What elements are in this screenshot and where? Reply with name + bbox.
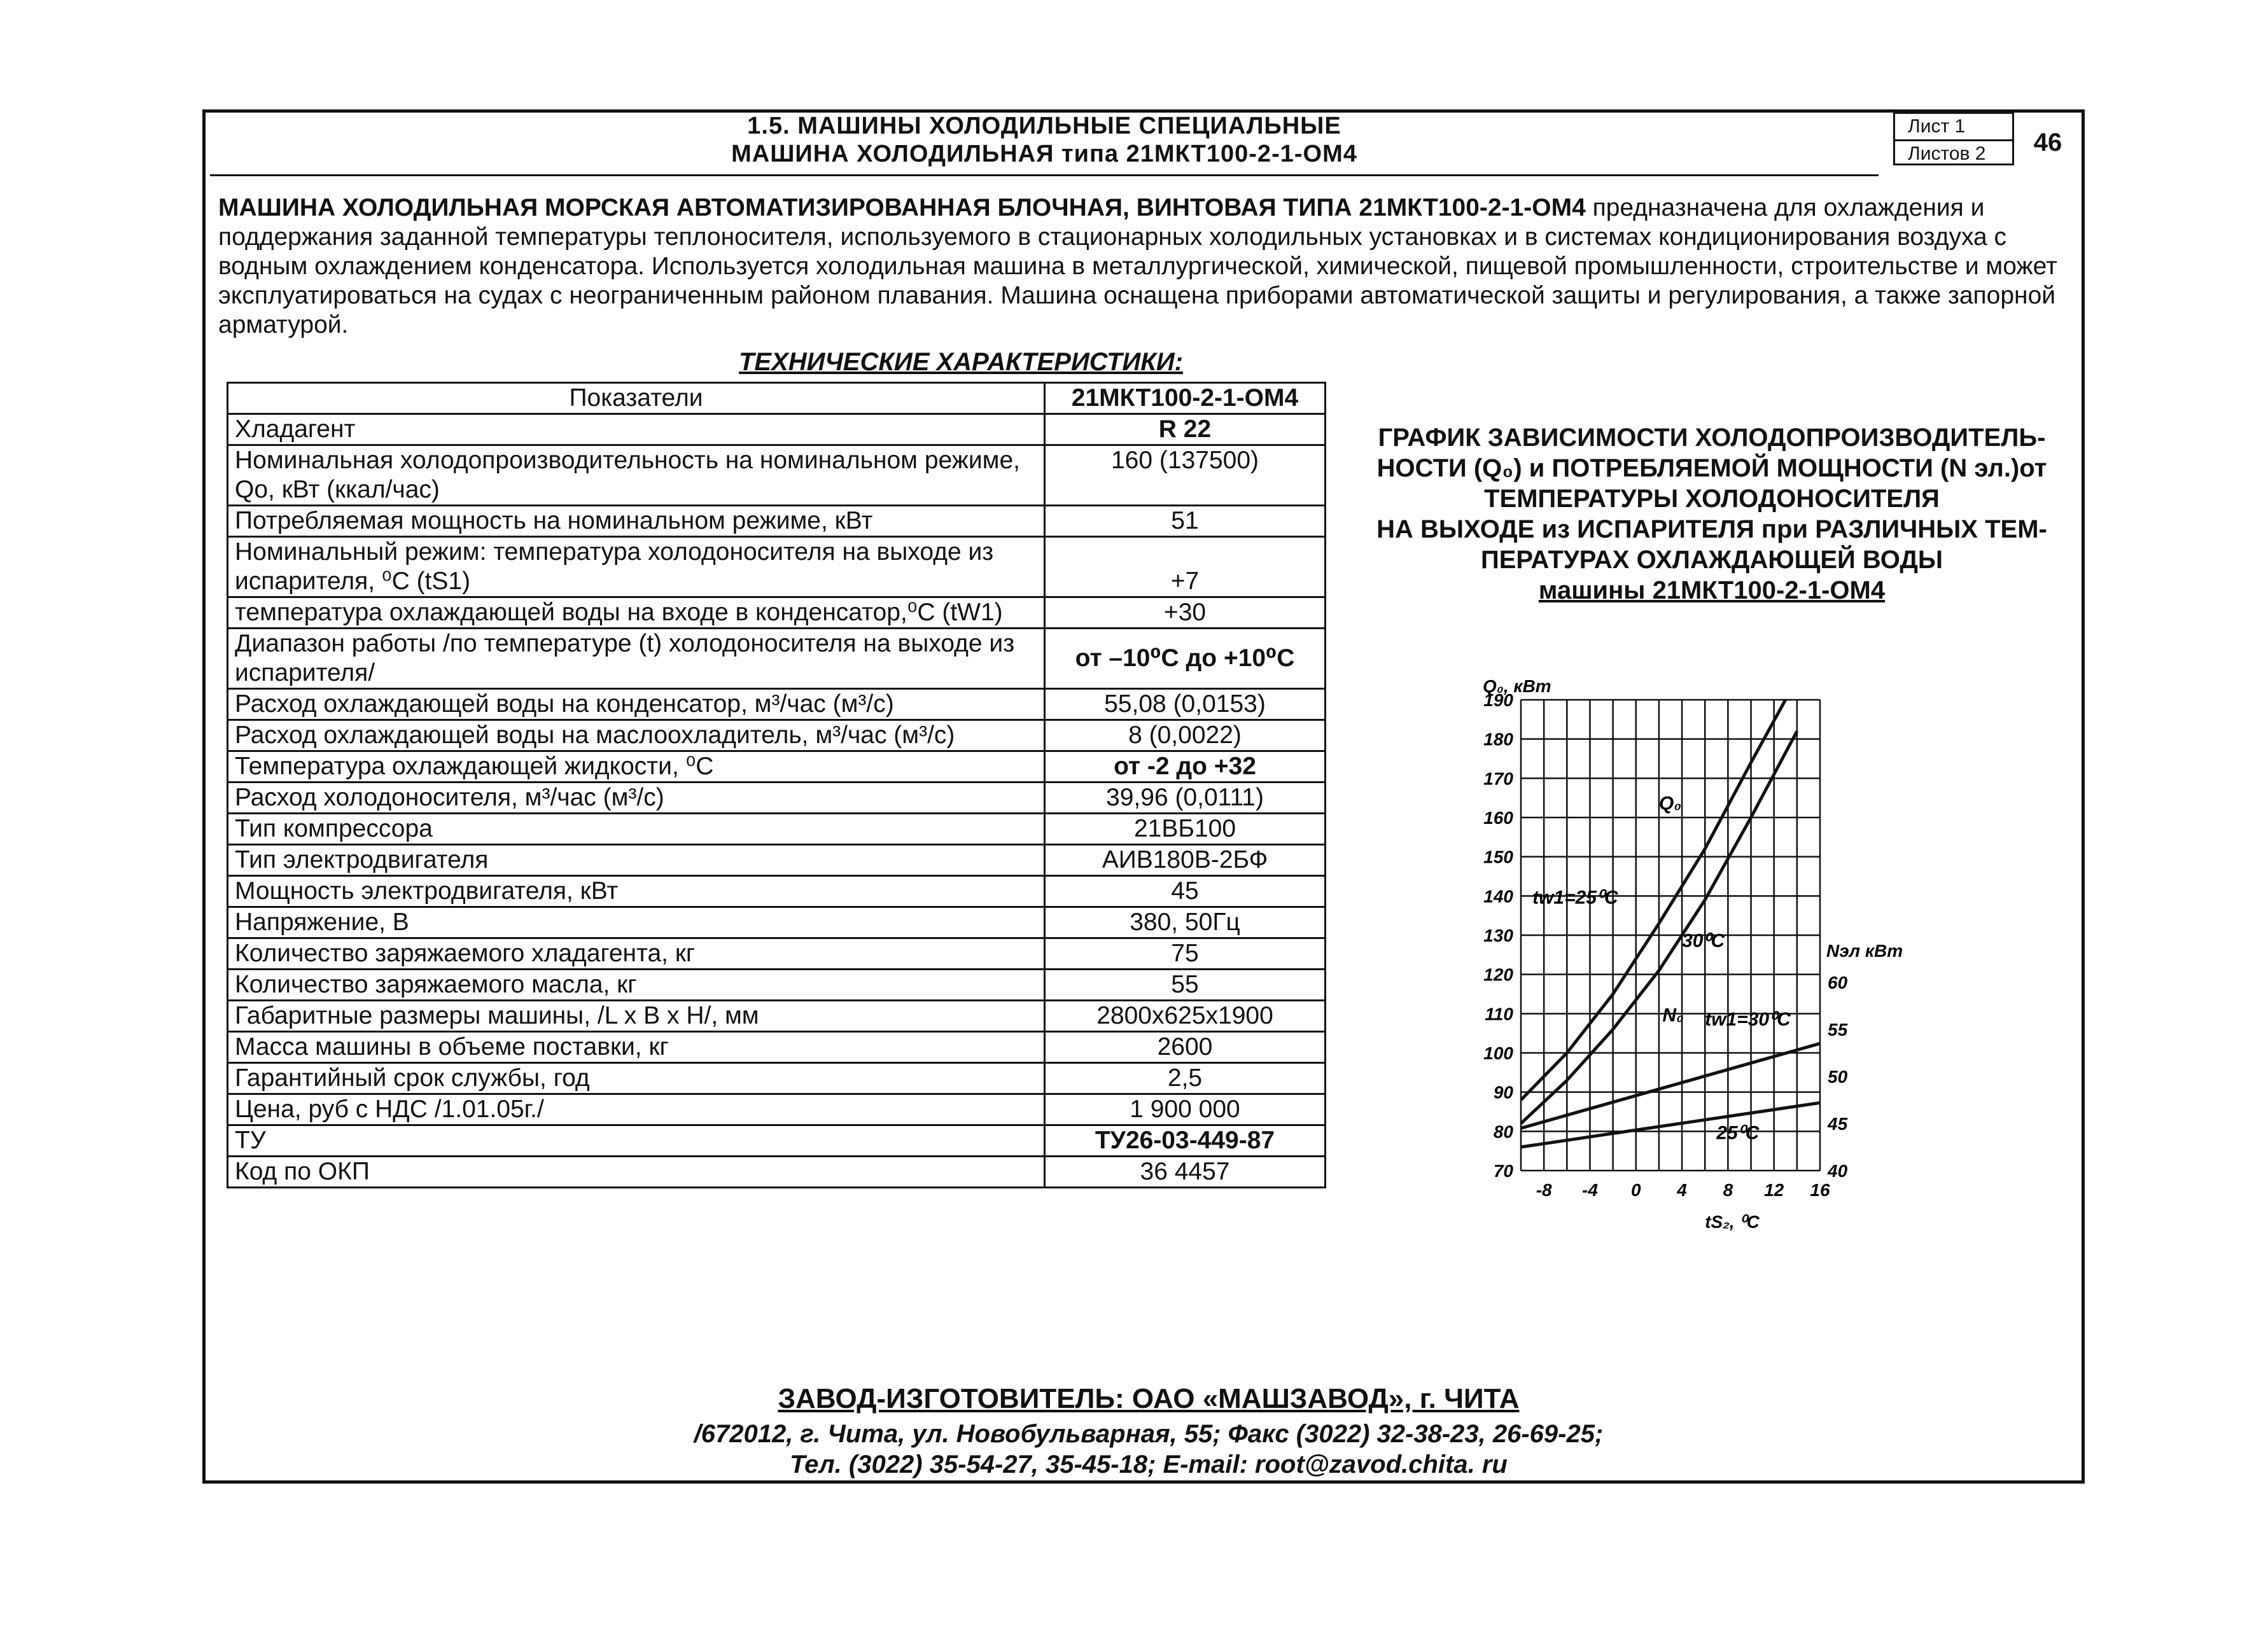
y-tick-label: 160 [1483, 808, 1513, 828]
table-row [228, 1094, 1326, 1125]
header-line-2: МАШИНА ХОЛОДИЛЬНАЯ типа 21МКТ100-2-1-ОМ4 [731, 141, 1357, 167]
param-name: Хладагент [228, 414, 1045, 445]
y-tick-label: 150 [1483, 847, 1513, 867]
intro-bold: МАШИНА ХОЛОДИЛЬНАЯ МОРСКАЯ АВТОМАТИЗИРОВАННАЯ БЛОЧНАЯ, ВИНТОВАЯ ТИПА 21МКТ100-2-1-ОМ4 [218, 194, 1586, 221]
param-value: 75 [1045, 938, 1326, 970]
param-value: 2600 [1045, 1032, 1326, 1063]
col-header-model: 21МКТ100-2-1-ОМ4 [1045, 383, 1326, 414]
param-name: Мощность электродвигателя, кВт [228, 876, 1045, 907]
table-row [228, 1032, 1326, 1063]
table-row [228, 907, 1326, 938]
graph-title-line: ПЕРАТУРАХ ОХЛАЖДАЮЩЕЙ ВОДЫ [1480, 546, 1943, 574]
param-name: Тип компрессора [228, 814, 1045, 845]
param-name: Номинальный режим: температура холодоносителя на выходе из испарителя, ⁰С (tS1) [228, 537, 1045, 597]
graph-title-line: машины 21МКТ100-2-1-ОМ4 [1538, 576, 1886, 604]
table-row [228, 876, 1326, 907]
param-value: АИВ180В-2БФ [1045, 845, 1326, 876]
table-row [228, 506, 1326, 537]
page-number: 46 [2033, 129, 2062, 157]
y-tick-label: 170 [1483, 769, 1513, 789]
param-value: 160 (137500) [1045, 445, 1326, 506]
x-tick-label: 4 [1677, 1180, 1687, 1200]
param-name: Габаритные размеры машины, /L x B x H/, мм [228, 1001, 1045, 1032]
param-name: Диапазон работы /по температуре (t) холодоносителя на выходе из испарителя/ [228, 629, 1045, 689]
chart-annotation: 30⁰С [1682, 930, 1725, 952]
x-tick-label: 0 [1630, 1180, 1641, 1200]
specs-table [227, 382, 1326, 1188]
param-name: ТУ [228, 1125, 1045, 1157]
x-tick-label: 8 [1723, 1180, 1733, 1200]
y2-tick-label: 50 [1828, 1067, 1848, 1087]
param-name: Температура охлаждающей жидкости, ⁰С [228, 751, 1045, 783]
chart-annotation: Q₀ [1658, 793, 1682, 814]
chart-annotation: tw1=25⁰С [1532, 887, 1618, 908]
graph-title-line: НА ВЫХОДЕ из ИСПАРИТЕЛЯ при РАЗЛИЧНЫХ ТЕМ- [1376, 515, 2047, 543]
param-name: Напряжение, В [228, 907, 1045, 938]
graph-title [1343, 422, 2081, 606]
param-name: Расход охлаждающей воды на конденсатор, м³/час (м³/с) [228, 689, 1045, 720]
param-name: Расход холодоносителя, м³/час (м³/с) [228, 783, 1045, 814]
chart-annotation: N₀ [1662, 1005, 1684, 1026]
y-tick-label: 140 [1483, 886, 1513, 907]
y2-tick-label: 45 [1828, 1114, 1848, 1134]
param-value: 2,5 [1045, 1063, 1326, 1094]
page-header [210, 112, 1879, 176]
y2-axis-label: Nэл кВт [1826, 941, 1903, 961]
param-value: 55 [1045, 970, 1326, 1001]
table-row [228, 689, 1326, 720]
table-header-row [228, 383, 1326, 414]
footer-maker: ЗАВОД-ИЗГОТОВИТЕЛЬ: ОАО «МАШЗАВОД», г. ЧИТА [778, 1383, 1520, 1414]
param-value: от -2 до +32 [1045, 751, 1326, 783]
param-name: Код по ОКП [228, 1157, 1045, 1188]
sheet-count: Листов 2 [1908, 143, 1986, 164]
table-row [228, 1125, 1326, 1157]
table-row [228, 814, 1326, 845]
param-value: 8 (0,0022) [1045, 720, 1326, 751]
param-value: 55,08 (0,0153) [1045, 689, 1326, 720]
param-value: от –10⁰С до +10⁰С [1045, 629, 1326, 689]
param-value: 1 900 000 [1045, 1094, 1326, 1125]
param-name: Тип электродвигателя [228, 845, 1045, 876]
series-line [1521, 1103, 1820, 1147]
y-tick-label: 130 [1483, 926, 1513, 945]
param-name: Гарантийный срок службы, год [228, 1063, 1045, 1094]
param-value: 21ВБ100 [1045, 814, 1326, 845]
y-tick-label: 180 [1483, 729, 1513, 749]
y-tick-label: 70 [1493, 1161, 1513, 1181]
y-tick-label: 100 [1483, 1043, 1513, 1063]
tech-heading: ТЕХНИЧЕСКИЕ ХАРАКТЕРИСТИКИ: [739, 348, 1183, 376]
y2-tick-label: 40 [1828, 1161, 1848, 1181]
y-tick-label: 90 [1493, 1082, 1513, 1103]
specs-body [228, 414, 1326, 1188]
y-tick-label: 80 [1493, 1122, 1513, 1142]
table-row [228, 629, 1326, 689]
param-value: 45 [1045, 876, 1326, 907]
table-row [228, 845, 1326, 876]
x-tick-label: -8 [1536, 1180, 1552, 1200]
param-value: 380, 50Гц [1045, 907, 1326, 938]
param-value: 51 [1045, 506, 1326, 537]
graph-title-line: ГРАФИК ЗАВИСИМОСТИ ХОЛОДОПРОИЗВОДИТЕЛЬ- [1378, 424, 2046, 452]
param-value: +30 [1045, 597, 1326, 629]
param-value: ТУ26-03-449-87 [1045, 1125, 1326, 1157]
param-name: Количество заряжаемого хладагента, кг [228, 938, 1045, 970]
y-axis-label: Q₀, кВт [1483, 676, 1551, 696]
x-tick-label: 12 [1764, 1180, 1784, 1200]
table-row [228, 1157, 1326, 1188]
param-name: Потребляемая мощность на номинальном режиме, кВт [228, 506, 1045, 537]
table-row [228, 720, 1326, 751]
param-value: 2800x625x1900 [1045, 1001, 1326, 1032]
graph-title-line: НОСТИ (Q₀) и ПОТРЕБЛЯЕМОЙ МОЩНОСТИ (N эл.)от [1376, 454, 2047, 482]
param-value: R 22 [1045, 414, 1326, 445]
x-tick-label: -4 [1582, 1180, 1598, 1200]
table-row [228, 970, 1326, 1001]
y2-tick-label: 60 [1828, 973, 1848, 992]
x-axis-label: tS₂, ⁰С [1705, 1212, 1760, 1232]
footer-address: /672012, г. Чита, ул. Новобульварная, 55; Факс (3022) 32-38-23, 26-69-25; [694, 1420, 1604, 1448]
chart-annotation: 25⁰С [1716, 1122, 1760, 1144]
intro-text: предназначена для охлаждения и поддержания заданной температуры теплоносителя, используемого в стационарных холодильных установках и в системах кондиционирования воздуха с водным охлаждением конденсатора. Используется холодильная машина в металлургической, химической, пищевой промышленности, строительстве и может эксплуатироваться на судах с неограниченным районом плавания. Машина оснащена приборами автоматической защиты и регулирования, а также запорной арматурой. [218, 194, 2057, 338]
param-name: Расход охлаждающей воды на маслоохладитель, м³/час (м³/с) [228, 720, 1045, 751]
y-tick-label: 120 [1483, 964, 1513, 985]
table-row [228, 597, 1326, 629]
performance-chart [1438, 674, 1922, 1247]
y2-tick-label: 55 [1828, 1020, 1848, 1040]
table-row [228, 445, 1326, 506]
y-tick-label: 110 [1485, 1004, 1513, 1024]
param-name: Номинальная холодопроизводительность на номинальном режиме, Qo, кВт (ккал/час) [228, 445, 1045, 506]
param-value: 36 4457 [1045, 1157, 1326, 1188]
table-row [228, 783, 1326, 814]
sheet-number: Лист 1 [1895, 114, 2012, 141]
table-row [228, 537, 1326, 597]
col-header-params: Показатели [228, 383, 1045, 414]
graph-title-line: ТЕМПЕРАТУРЫ ХОЛОДОНОСИТЕЛЯ [1484, 485, 1940, 513]
header-line-1: 1.5. МАШИНЫ ХОЛОДИЛЬНЫЕ СПЕЦИАЛЬНЫЕ [747, 113, 1341, 139]
table-row [228, 414, 1326, 445]
footer-phone: Тел. (3022) 35-54-27, 35-45-18; E-mail: root@zavod.chita. ru [790, 1451, 1508, 1478]
chart-annotation: tw1=30⁰С [1705, 1008, 1791, 1030]
intro-paragraph [218, 193, 2084, 340]
param-value: +7 [1045, 537, 1326, 597]
table-row [228, 1001, 1326, 1032]
param-name: Цена, руб с НДС /1.01.05г./ [228, 1094, 1045, 1125]
param-name: Масса машины в объеме поставки, кг [228, 1032, 1045, 1063]
table-row [228, 751, 1326, 783]
sheet-box [1893, 112, 2014, 165]
param-value: 39,96 (0,0111) [1045, 783, 1326, 814]
y-tick-label: 190 [1483, 690, 1513, 710]
x-tick-label: 16 [1810, 1180, 1830, 1200]
param-name: температура охлаждающей воды на входе в конденсатор,⁰С (tW1) [228, 597, 1045, 629]
table-row [228, 938, 1326, 970]
table-row [228, 1063, 1326, 1094]
param-name: Количество заряжаемого масла, кг [228, 970, 1045, 1001]
